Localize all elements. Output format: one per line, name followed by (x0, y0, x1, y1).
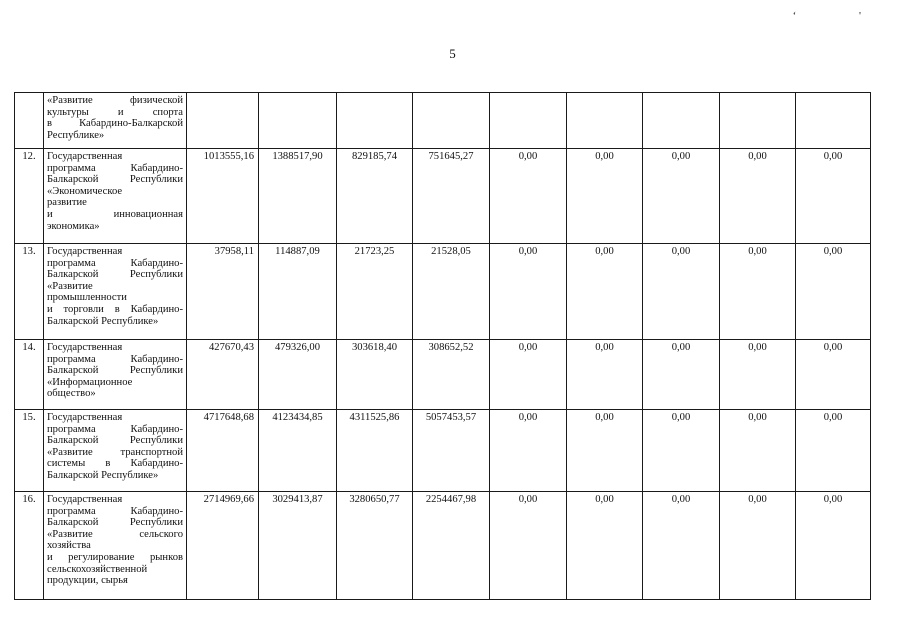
value-cell: 303618,40 (337, 340, 413, 410)
row-number: 15. (15, 410, 44, 492)
program-name-line: Балкарской Республики (47, 269, 183, 281)
program-name-line: Государственная (47, 151, 123, 162)
table-row (15, 340, 871, 410)
value-cell: 0,00 (720, 149, 796, 244)
program-name-line: «Развитие физической (47, 95, 183, 106)
program-name-line: Государственная (47, 412, 123, 423)
program-name-line: в Кабардино-Балкарской (47, 118, 183, 130)
program-name-line: Балкарской Республике» (47, 469, 159, 481)
value-cell: 0,00 (643, 492, 720, 600)
program-name-line: развитие (47, 197, 87, 209)
program-name-line: хозяйства (47, 540, 91, 552)
value-cell: 0,00 (567, 492, 643, 600)
program-name-line: «Информационное (47, 376, 133, 388)
value-cell (413, 93, 490, 149)
value-cell: 0,00 (490, 492, 567, 600)
value-cell (643, 93, 720, 149)
value-cell: 0,00 (796, 244, 871, 340)
table-row (15, 149, 871, 244)
value-cell: 1013555,16 (187, 149, 259, 244)
program-name-line: продукции, сырья (47, 575, 128, 587)
table-row (15, 492, 871, 600)
program-name-line: программа Кабардино- (47, 162, 183, 174)
value-cell: 4311525,86 (337, 410, 413, 492)
value-cell (567, 93, 643, 149)
value-cell: 114887,09 (259, 244, 337, 340)
program-name-line: Балкарской Республике» (47, 315, 159, 327)
table-row (15, 410, 871, 492)
program-name-line: Балкарской Республики (47, 517, 183, 529)
program-name (44, 410, 187, 492)
program-name-line: программа Кабардино- (47, 423, 183, 435)
program-name-line: Балкарской Республики (47, 435, 183, 447)
program-name-line: Государственная (47, 494, 123, 505)
budget-table (14, 92, 871, 600)
value-cell: 0,00 (796, 410, 871, 492)
program-name-line: «Развитие (47, 280, 93, 292)
value-cell: 0,00 (567, 410, 643, 492)
program-name (44, 340, 187, 410)
program-name-line: общество» (47, 388, 96, 400)
value-cell: 0,00 (796, 492, 871, 600)
program-name-line: Государственная (47, 246, 123, 257)
row-number: 14. (15, 340, 44, 410)
value-cell: 0,00 (567, 244, 643, 340)
program-name-line: «Развитие сельского (47, 528, 183, 540)
value-cell: 0,00 (490, 410, 567, 492)
value-cell: 0,00 (643, 340, 720, 410)
value-cell: 21528,05 (413, 244, 490, 340)
value-cell: 751645,27 (413, 149, 490, 244)
value-cell: 308652,52 (413, 340, 490, 410)
value-cell: 21723,25 (337, 244, 413, 340)
value-cell: 0,00 (796, 149, 871, 244)
row-number: 12. (15, 149, 44, 244)
program-name (44, 149, 187, 244)
value-cell: 0,00 (490, 244, 567, 340)
row-number (15, 93, 44, 149)
program-name-line: экономика» (47, 220, 100, 232)
value-cell: 0,00 (490, 340, 567, 410)
value-cell: 0,00 (643, 410, 720, 492)
row-number: 16. (15, 492, 44, 600)
value-cell (720, 93, 796, 149)
value-cell: 0,00 (567, 340, 643, 410)
value-cell: 0,00 (643, 149, 720, 244)
program-name-line: Республике» (47, 129, 105, 141)
value-cell: 427670,43 (187, 340, 259, 410)
program-name (44, 244, 187, 340)
page-number: 5 (449, 46, 456, 61)
value-cell: 4717648,68 (187, 410, 259, 492)
value-cell: 4123434,85 (259, 410, 337, 492)
value-cell: 3029413,87 (259, 492, 337, 600)
program-name-line: программа Кабардино- (47, 505, 183, 517)
value-cell: 829185,74 (337, 149, 413, 244)
value-cell (187, 93, 259, 149)
program-name-line: и регулирование рынков (47, 551, 183, 563)
value-cell (259, 93, 337, 149)
value-cell: 37958,11 (187, 244, 259, 340)
value-cell: 3280650,77 (337, 492, 413, 600)
value-cell: 2714969,66 (187, 492, 259, 600)
program-name (44, 93, 187, 149)
value-cell (337, 93, 413, 149)
program-name-line: системы в Кабардино- (47, 458, 183, 470)
value-cell (796, 93, 871, 149)
value-cell: 0,00 (567, 149, 643, 244)
program-name-line: Государственная (47, 342, 123, 353)
value-cell: 0,00 (720, 244, 796, 340)
value-cell: 0,00 (720, 492, 796, 600)
program-name-line: программа Кабардино- (47, 353, 183, 365)
value-cell: 0,00 (643, 244, 720, 340)
value-cell: 0,00 (720, 340, 796, 410)
value-cell: 2254467,98 (413, 492, 490, 600)
table-body (15, 93, 871, 600)
value-cell: 0,00 (720, 410, 796, 492)
program-name-line: сельскохозяйственной (47, 563, 148, 575)
program-name-line: «Развитие транспортной (47, 446, 183, 458)
table-row (15, 244, 871, 340)
corner-mark: ‘ ' (792, 10, 891, 22)
value-cell: 5057453,57 (413, 410, 490, 492)
value-cell: 479326,00 (259, 340, 337, 410)
table-row (15, 93, 871, 149)
program-name-line: промышленности (47, 292, 127, 304)
value-cell: 1388517,90 (259, 149, 337, 244)
value-cell (490, 93, 567, 149)
value-cell: 0,00 (490, 149, 567, 244)
value-cell: 0,00 (796, 340, 871, 410)
program-name-line: «Экономическое (47, 185, 123, 197)
program-name-line: Балкарской Республики (47, 365, 183, 377)
program-name (44, 492, 187, 600)
program-name-line: Балкарской Республики (47, 174, 183, 186)
program-name-line: программа Кабардино- (47, 257, 183, 269)
program-name-line: культуры и спорта (47, 106, 183, 118)
program-name-line: и торговли в Кабардино- (47, 303, 183, 315)
row-number: 13. (15, 244, 44, 340)
program-name-line: и инновационная (47, 208, 183, 220)
